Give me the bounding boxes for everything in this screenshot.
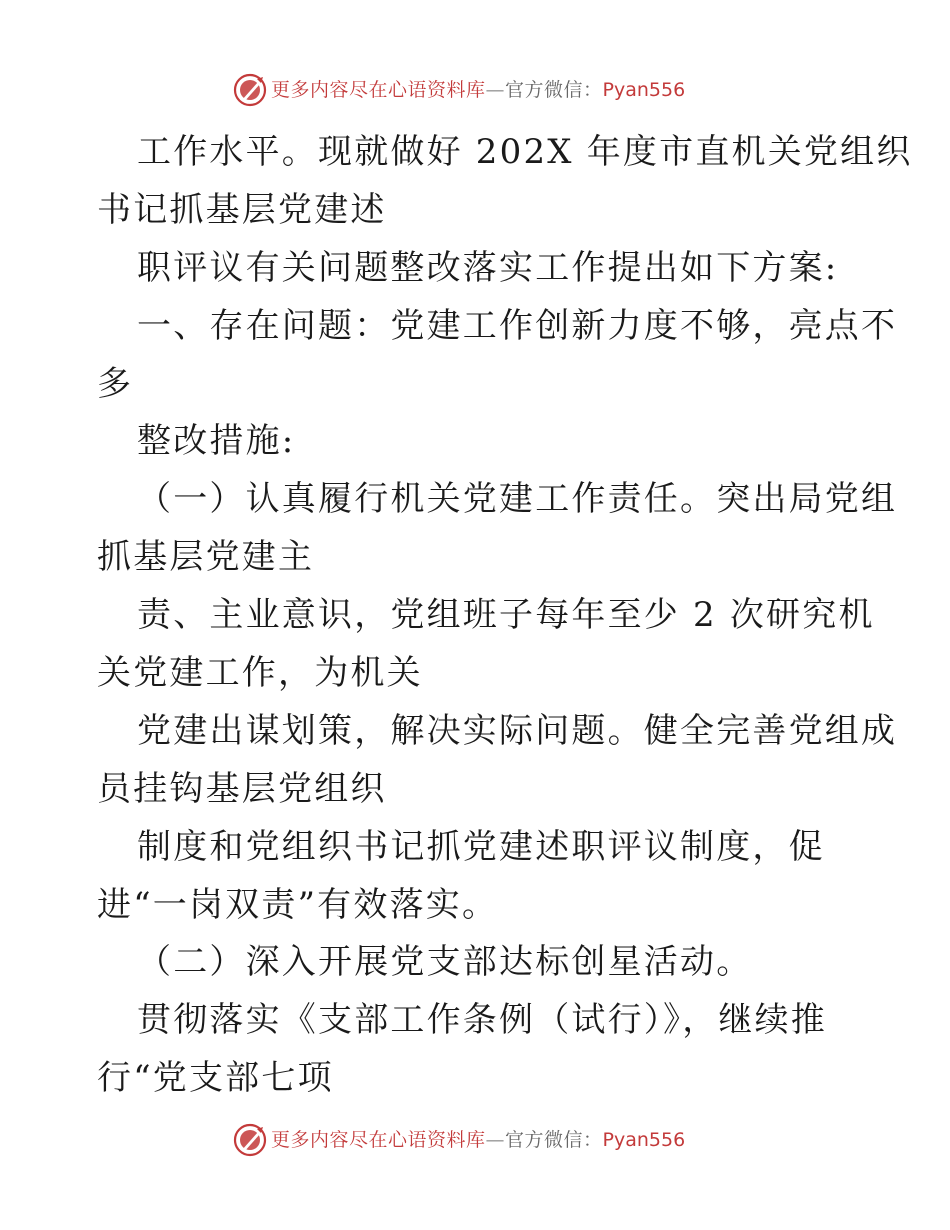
watermark-label: 官方微信：	[505, 79, 603, 101]
text-line: 抓基层党建主	[97, 537, 315, 578]
watermark-brand: 更多内容尽在心语资料库	[271, 79, 486, 101]
quill-pen-seal-icon	[233, 1123, 267, 1157]
watermark-label: 官方微信：	[505, 1129, 603, 1151]
text-line: 进“一岗双责”有效落实。	[97, 884, 499, 925]
quill-pen-seal-icon	[233, 73, 267, 107]
watermark-brand: 更多内容尽在心语资料库	[271, 1129, 486, 1151]
text-line: 行“党支部七项	[97, 1058, 334, 1099]
text-line: （一）认真履行机关党建工作责任。突出局党组	[137, 479, 898, 520]
text-line: 工作水平。现就做好 202X 年度市直机关党组织	[137, 132, 913, 172]
watermark-dash: —	[485, 1129, 506, 1151]
watermark-text	[271, 72, 685, 108]
document-body	[97, 124, 913, 1108]
text-line: （二）深入开展党支部达标创星活动。	[137, 942, 753, 983]
watermark-text	[271, 1122, 685, 1158]
text-line: 书记抓基层党建述	[97, 189, 387, 230]
text-line: 员挂钩基层党组织	[97, 768, 387, 809]
text-line: 一、存在问题：党建工作创新力度不够，亮点不	[137, 305, 898, 346]
text-line: 责、主业意识，党组班子每年至少 2 次研究机	[137, 595, 875, 636]
watermark-account: Pyan556	[602, 79, 686, 101]
text-line: 关党建工作，为机关	[97, 653, 423, 694]
footer-watermark	[233, 1122, 685, 1158]
text-line: 整改措施:	[137, 421, 296, 462]
watermark-account: Pyan556	[602, 1129, 686, 1151]
text-line: 职评议有关问题整改落实工作提出如下方案:	[137, 247, 839, 288]
header-watermark	[233, 72, 685, 108]
text-line: 制度和党组织书记抓党建述职评议制度，促	[137, 826, 825, 867]
watermark-dash: —	[485, 79, 506, 101]
text-line: 党建出谋划策，解决实际问题。健全完善党组成	[137, 710, 898, 751]
text-line: 贯彻落实《支部工作条例（试行）》，继续推	[137, 1000, 827, 1041]
text-line: 多	[97, 363, 134, 404]
